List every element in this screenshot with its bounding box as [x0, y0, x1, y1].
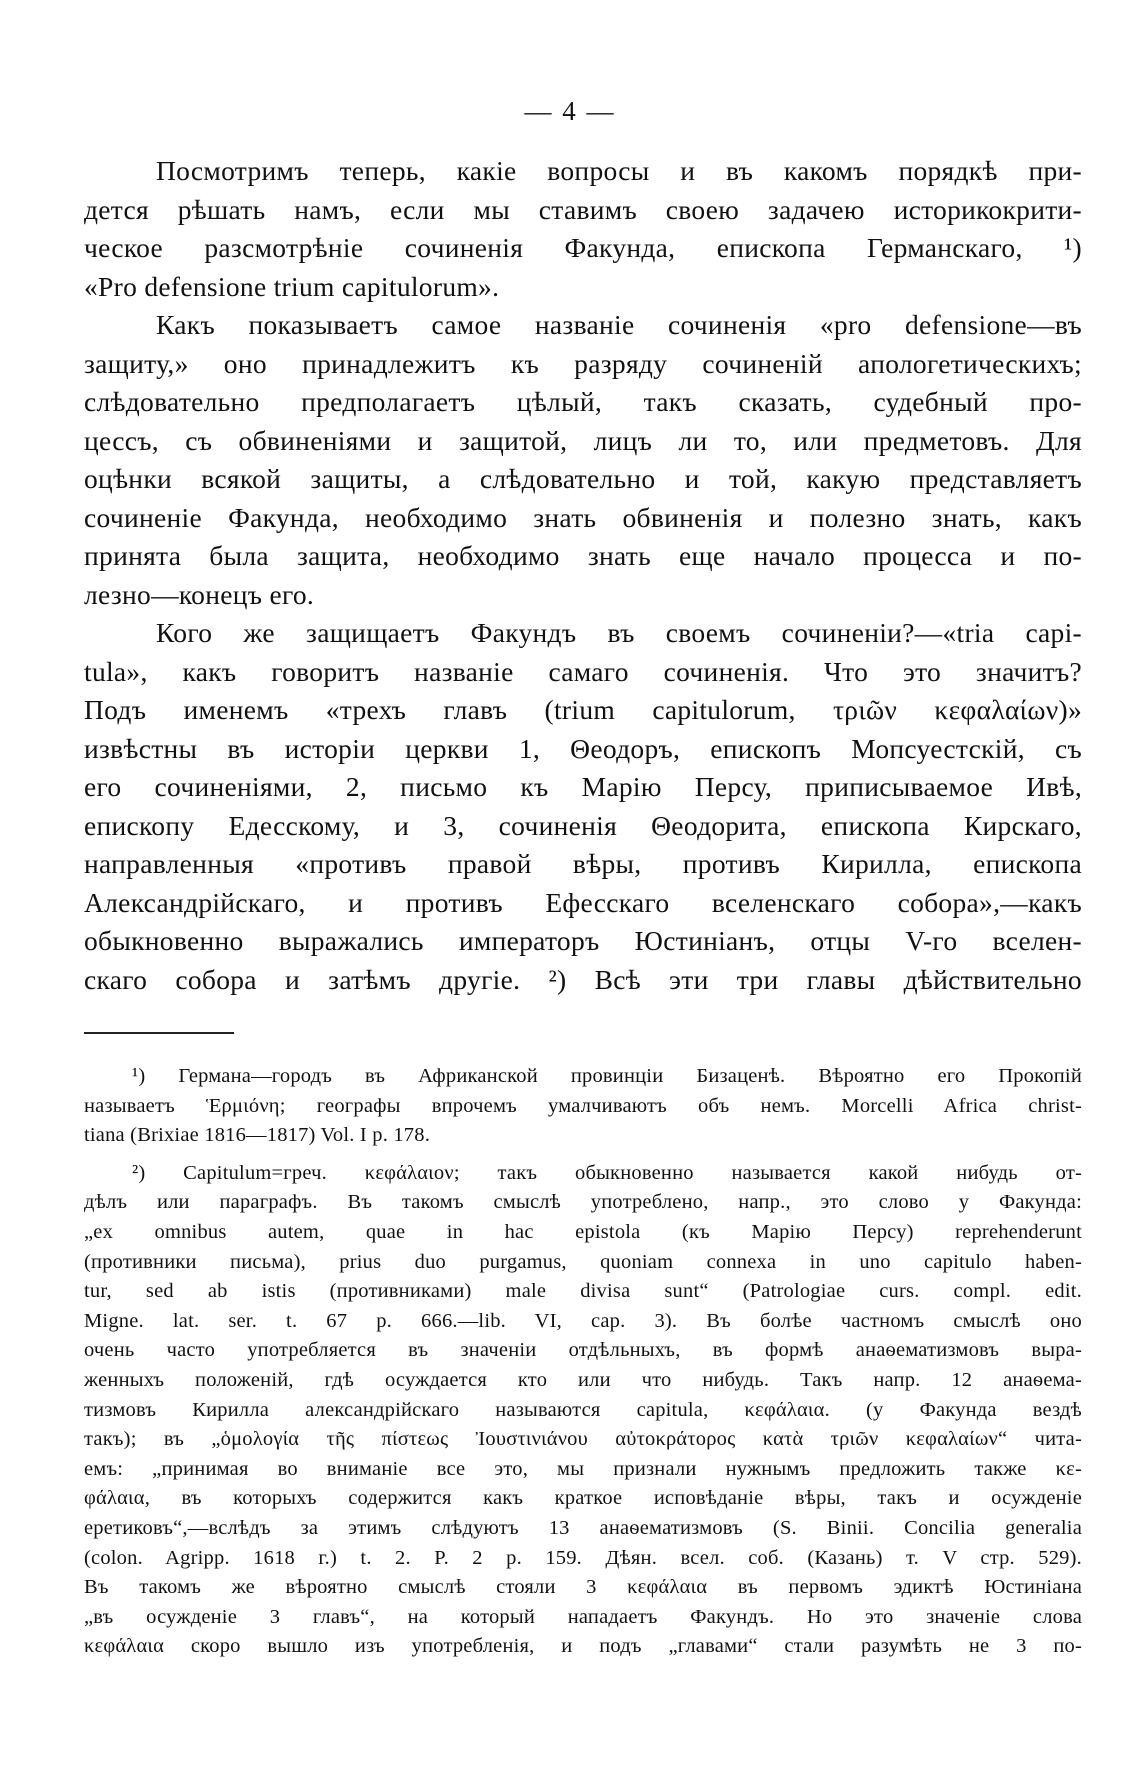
text-line: «Pro defensione trium capitulorum».	[84, 270, 500, 302]
footnote-line: дѣлъ или параграфъ. Въ такомъ смыслѣ употреблено, напр., это слово у Факунда:	[84, 1191, 1082, 1214]
text-line: защиту,» оно принадлежитъ къ разряду сочиненій апологетическихъ;	[84, 347, 1082, 379]
page-number: — 4 —	[524, 96, 616, 126]
footnote-line: ²) Capitulum=греч. κεφάλαιον; такъ обыкновенно называется какой нибудь от-	[132, 1161, 1082, 1184]
text-line: ческое разсмотрѣніе сочиненія Факунда, епископа Германскаго, ¹)	[84, 232, 1082, 263]
main-text	[84, 152, 1082, 999]
footnote-line: „ex omnibus autem, quae in hac epistola (къ Марію Персу) reprehenderunt	[84, 1220, 1082, 1243]
text-line: цессъ, съ обвиненіями и защитой, лицъ ли то, или предметовъ. Для	[84, 424, 1082, 456]
footnote-line: tiana (Brixiae 1816—1817) Vol. I p. 178.	[84, 1124, 431, 1147]
text-line: слѣдовательно предполагаетъ цѣлый, такъ сказать, судебный про-	[84, 386, 1082, 417]
text-line: сочиненіе Факунда, необходимо знать обвиненія и полезно знать, какъ	[84, 501, 1082, 533]
footnote-line: tur, sed ab istis (противниками) male divisa sunt“ (Patrologiae curs. compl. edit.	[84, 1280, 1082, 1303]
text-line: извѣстны въ исторіи церкви 1, Θеодоръ, епископъ Мопсуестскій, съ	[84, 732, 1082, 764]
footnote-line: называетъ Ἑρμιόνη; географы впрочемъ умалчиваютъ объ немъ. Morcelli Africa christ-	[84, 1094, 1082, 1117]
footnote-line: „въ осужденіе 3 главъ“, на который нападаетъ Факундъ. Но это значеніе слова	[84, 1605, 1082, 1628]
footnote-line: Въ такомъ же вѣроятно смыслѣ стояли 3 κεφάλαια въ первомъ эдиктѣ Юстиніана	[84, 1576, 1082, 1599]
footnote-divider	[84, 1032, 234, 1034]
text-line: tula», какъ говоритъ названіе самаго сочиненія. Что это значитъ?	[84, 655, 1082, 687]
text-line: принята была защита, необходимо знать еще начало процесса и по-	[84, 540, 1082, 571]
footnotes	[84, 1062, 1082, 1662]
text-line: Посмотримъ теперь, какіе вопросы и въ какомъ порядкѣ при-	[156, 155, 1082, 186]
text-line: Александрійскаго, и противъ Ефесскаго вселенскаго собора»,—какъ	[84, 886, 1082, 918]
footnote-line: такъ); въ „ὁμολογία τῆς πίστεως Ἰουστινιάνου αὐτοκράτορος κατὰ τριῶν κεφαλαίων“ чита-	[84, 1428, 1082, 1451]
footnote-line: женныхъ положеній, гдѣ осуждается кто или что нибудь. Такъ напр. 12 анаѳема-	[84, 1368, 1082, 1391]
text-line: его сочиненіями, 2, письмо къ Марію Персу, приписываемое Ивѣ,	[84, 771, 1082, 802]
footnote-gap	[84, 1151, 1082, 1159]
footnote-line: тизмовъ Кирилла александрійскаго называются capitula, κεφάλαια. (у Факунда вездѣ	[84, 1398, 1082, 1421]
text-line: Кого же защищаетъ Факундъ въ своемъ сочиненіи?—«tria capi-	[156, 617, 1082, 648]
text-line: епископу Едесскому, и 3, сочиненія Θеодорита, епископа Кирскаго,	[84, 809, 1082, 841]
footnote-line: емъ: „принимая во вниманіе все это, мы признали нужнымъ предложить также κε-	[84, 1457, 1082, 1480]
footnote-line: ¹) Германа—городъ въ Африканской провинціи Бизаценѣ. Вѣроятно его Прокопій	[132, 1065, 1082, 1087]
text-line: скаго собора и затѣмъ другіе. ²) Всѣ эти три главы дѣйствительно	[84, 963, 1082, 995]
footnote-line: очень часто употребляется въ значеніи отдѣльныхъ, въ формѣ анаѳематизмовъ выра-	[84, 1339, 1082, 1362]
footnote-line: еретиковъ“,—вслѣдъ за этимъ слѣдуютъ 13 анаѳематизмовъ (S. Binii. Concilia generalia	[84, 1516, 1082, 1539]
footnote-line: φάλαια, въ которыхъ содержится какъ краткое исповѣданіе вѣры, такъ и осужденіе	[84, 1487, 1082, 1510]
text-line: направленныя «противъ правой вѣры, противъ Кирилла, епископа	[84, 848, 1082, 879]
text-line: Подъ именемъ «трехъ главъ (trium capitulorum, τριῶν κεφαλαίων)»	[84, 694, 1082, 725]
footnote-line: (colon. Agripp. 1618 г.) t. 2. P. 2 p. 159. Дѣян. всел. соб. (Казань) т. V стр. 529).	[84, 1546, 1082, 1569]
text-line: Какъ показываетъ самое названіе сочиненія «pro defensione—въ	[156, 309, 1082, 340]
text-line: дется рѣшать намъ, если мы ставимъ своею задачею историкокрити-	[84, 193, 1082, 225]
text-line: обыкновенно выражались императоръ Юстиніанъ, отцы V-го вселен-	[84, 925, 1082, 956]
text-line: оцѣнки всякой защиты, а слѣдовательно и той, какую представляетъ	[84, 463, 1082, 494]
footnote-line: κεφάλαια скоро вышло изъ употребленія, и подъ „главами“ стали разумѣть не 3 по-	[84, 1635, 1082, 1658]
footnote-line: Migne. lat. ser. t. 67 p. 666.—lib. VI, cap. 3). Въ болѣе частномъ смыслѣ оно	[84, 1309, 1082, 1332]
text-line: лезно—конецъ его.	[84, 578, 315, 610]
footnote-line: (противники письма), prius duo purgamus, quoniam connexa in uno capitulo haben-	[84, 1250, 1082, 1273]
